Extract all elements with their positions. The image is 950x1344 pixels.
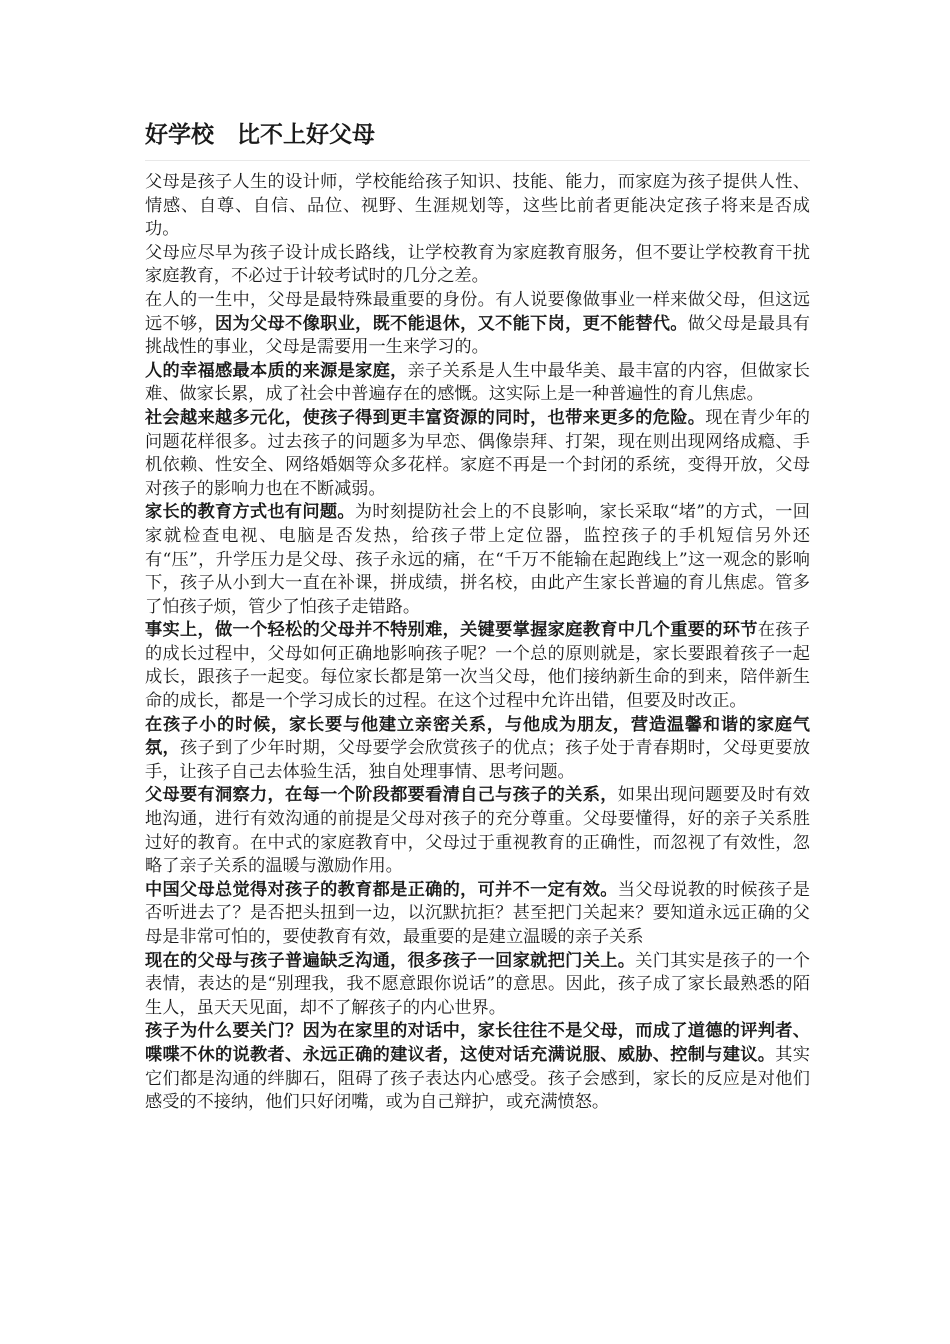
paragraph (145, 950, 810, 1021)
paragraph (145, 171, 810, 242)
bold-text-run: 事实上，做一个轻松的父母并不特别难，关键要掌握家庭教育中几个重要的环节 (145, 620, 758, 641)
bold-text-run: 现在的父母与孩子普遍缺乏沟通，很多孩子一回家就把门关上。 (145, 950, 636, 971)
paragraph (145, 1020, 810, 1114)
bold-text-run: 在孩子小的时候，家长要与他建立亲密关系，与他成为朋友，营造温馨和谐的家庭气氛， (145, 714, 810, 759)
bold-text-run: 中国父母总觉得对孩子的教育都是正确的，可并不一定有效。 (145, 879, 618, 900)
bold-text-run: 人的幸福感最本质的来源是家庭， (145, 360, 408, 381)
text-run: 父母是孩子人生的设计师，学校能给孩子知识、技能、能力，而家庭为孩子提供人性、情感、自尊、自信、品位、视野、生涯规划等，这些比前者更能决定孩子将来是否成功。 (145, 172, 810, 240)
document-body (145, 171, 810, 1115)
paragraph (145, 619, 810, 713)
bold-text-run: 社会越来越多元化，使孩子得到更丰富资源的同时，也带来更多的危险。 (145, 407, 706, 428)
text-run: 在人的一生中，父母是最特殊最重要的身份。有人说要像做事业一样来做父母，但这远远不够， (145, 289, 810, 334)
text-run: 亲子关系是人生中最华美、最丰富的内容，但做家长难、做家长累，成了社会中普遍存在的感慨。这实际上是一种普遍性的育儿焦虑。 (145, 360, 810, 405)
bold-text-run: 因为父母不像职业，既不能退休，又不能下岗，更不能替代。 (215, 313, 688, 334)
text-run: 关门其实是孩子的一个表情，表达的是“别理我，我不愿意跟你说话”的意思。因此，孩子成了家长最熟悉的陌生人，虽天天见面，却不了解孩子的内心世界。 (145, 950, 810, 1018)
text-run: 当父母说教的时候孩子是否听进去了？是否把头扭到一边，以沉默抗拒？甚至把门关起来？要知道永远正确的父母是非常可怕的，要使教育有效，最重要的是建立温暖的亲子关系 (145, 879, 810, 947)
paragraph (145, 879, 810, 950)
text-run: 孩子到了少年时期，父母要学会欣赏孩子的优点；孩子处于青春期时，父母更要放手，让孩子自己去体验生活，独自处理事情、思考问题。 (145, 738, 810, 782)
document-page (145, 118, 810, 1115)
bold-text-run: 父母要有洞察力，在每一个阶段都要看清自己与孩子的关系， (145, 785, 618, 806)
text-run: 为时刻提防社会上的不良影响，家长采取“堵”的方式，一回家就检查电视、电脑是否发热，给孩子带上定位器，监控孩子的手机短信另外还有“压”，升学压力是父母、孩子永远的痛，在“千万不能输在起跑线上”这一观念的影响下，孩子从小到大一直在补课，拼成绩，拼名校，由此产生家长普遍的育儿焦虑。管多了怕孩子烦，管少了怕孩子走错路。 (145, 502, 810, 617)
paragraph (145, 501, 810, 619)
text-run: 在孩子的成长过程中，父母如何正确地影响孩子呢？一个总的原则就是，家长要跟着孩子一起成长，跟孩子一起变。每位家长都是第一次当父母，他们接纳新生命的到来，陪伴新生命的成长，都是一个学习成长的过程。在这个过程中允许出错，但要及时改正。 (145, 620, 810, 712)
bold-text-run: 孩子为什么要关门？因为在家里的对话中，家长往往不是父母，而成了道德的评判者、喋喋不休的说教者、永远正确的建议者，这使对话充满说服、威胁、控制与建议。 (145, 1021, 810, 1065)
bold-text-run: 家长的教育方式也有问题。 (145, 502, 355, 523)
paragraph (145, 407, 810, 501)
paragraph (145, 714, 810, 785)
page-title: 好学校 比不上好父母 (145, 118, 810, 161)
text-run: 现在青少年的问题花样很多。过去孩子的问题多为早恋、偶像崇拜、打架，现在则出现网络成瘾、手机依赖、性安全、网络婚姻等众多花样。家庭不再是一个封闭的系统，变得开放，父母对孩子的影响力也在不断减弱。 (145, 407, 810, 499)
text-run: 做父母是最具有挑战性的事业，父母是需要用一生来学习的。 (145, 313, 810, 358)
text-run: 如果出现问题要及时有效地沟通，进行有效沟通的前提是父母对孩子的充分尊重。父母要懂得，好的亲子关系胜过好的教育。在中式的家庭教育中，父母过于重视教育的正确性，而忽视了有效性，忽略了亲子关系的温暖与激励作用。 (145, 785, 810, 877)
paragraph (145, 289, 810, 360)
text-run: 其实它们都是沟通的绊脚石，阻碍了孩子表达内心感受。孩子会感到，家长的反应是对他们感受的不接纳，他们只好闭嘴，或为自己辩护，或充满愤怒。 (145, 1044, 810, 1113)
text-run: 父母应尽早为孩子设计成长路线，让学校教育为家庭教育服务，但不要让学校教育干扰家庭教育，不必过于计较考试时的几分之差。 (145, 242, 810, 287)
paragraph (145, 784, 810, 878)
paragraph (145, 360, 810, 407)
paragraph (145, 242, 810, 289)
